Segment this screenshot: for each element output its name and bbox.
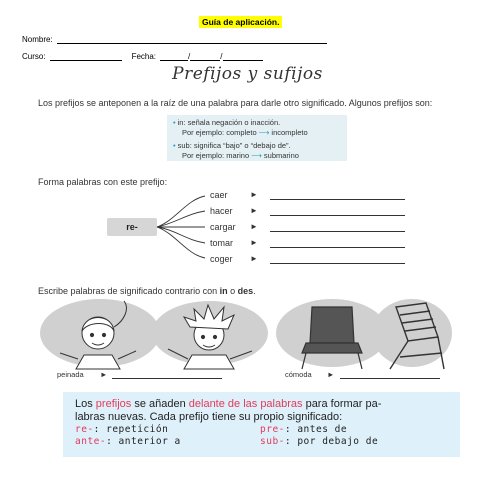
arrow-icon: ⟶ (251, 151, 262, 160)
definition-line-1: Los prefijos se añaden delante de las palabras para formar pa- (75, 398, 382, 410)
example-item-1: • in: señala negación o inacción. Por ejemplo: completo ⟶ incompleto (173, 118, 308, 137)
course-line[interactable] (50, 52, 122, 61)
arrow-icon: ► (100, 370, 108, 379)
answer-line[interactable] (270, 263, 405, 264)
prefix-examples-box (167, 115, 347, 161)
arrow-icon: ► (250, 254, 258, 263)
intro-text: Los prefijos se anteponen a la raíz de una palabra para darle otro significado. Algunos prefijos son: (38, 98, 433, 108)
arrow-icon: ► (327, 370, 335, 379)
date-label: Fecha: (131, 52, 157, 61)
prefix-row-1: re-: repetición pre-: antes de (75, 424, 348, 435)
caption-peinada: peinada (57, 370, 84, 379)
answer-line[interactable] (270, 215, 405, 216)
date-month-line[interactable] (190, 52, 223, 61)
exercise1-instruction: Forma palabras con este prefijo: (38, 177, 168, 187)
prefix-re-box: re- (107, 218, 157, 236)
arrow-icon: ► (250, 238, 258, 247)
course-label: Curso: (22, 52, 46, 61)
answer-line[interactable] (270, 247, 405, 248)
date-day-line[interactable] (160, 52, 191, 61)
name-field-row (22, 35, 327, 44)
caption-comoda: cómoda (285, 370, 312, 379)
arrow-icon: ► (250, 190, 258, 199)
worksheet-title: Guía de aplicación. (199, 16, 282, 28)
illustrations (40, 297, 460, 372)
answer-line[interactable] (270, 199, 405, 200)
definition-line-2: labras nuevas. Cada prefijo tiene su propio significado: (75, 411, 343, 423)
arrow-icon: ► (250, 222, 258, 231)
answer-line-comoda[interactable] (340, 378, 440, 379)
arrow-icon: ⟶ (258, 128, 270, 137)
answer-line-peinada[interactable] (112, 378, 222, 379)
name-line[interactable] (57, 35, 327, 44)
prefix-row-2: ante-: anterior a sub-: por debajo de (75, 436, 379, 447)
date-year-line[interactable] (223, 52, 263, 61)
name-label: Nombre: (22, 35, 53, 44)
arrow-icon: ► (250, 206, 258, 215)
prefix-definition-box (63, 392, 460, 457)
branch-lines (156, 190, 206, 260)
example-item-2: • sub: significa “bajo” o “debajo de”. Por ejemplo: marino ⟶ submarino (173, 141, 299, 160)
course-date-row (22, 52, 263, 61)
date-sep-1: / (188, 52, 191, 61)
exercise2-instruction: Escribe palabras de significado contrario con in o des. (38, 286, 256, 296)
date-sep-2: / (220, 52, 223, 61)
answer-line[interactable] (270, 231, 405, 232)
main-title: Prefijos y sufijos (172, 64, 323, 84)
